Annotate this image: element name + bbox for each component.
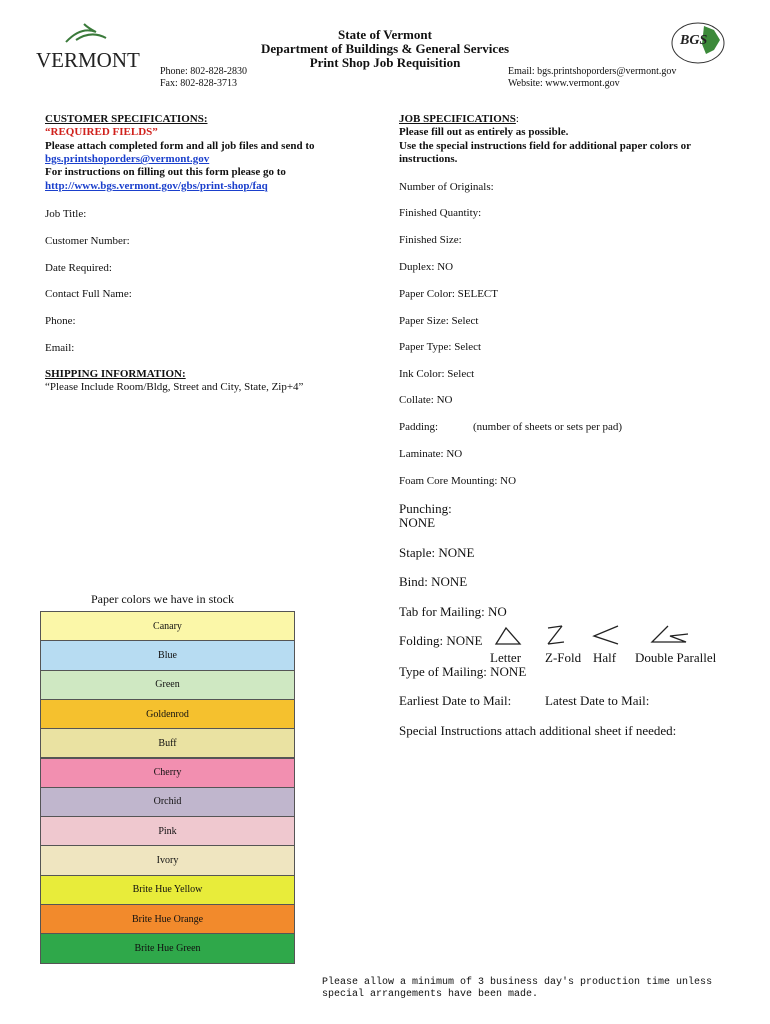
special-instructions-field[interactable]: Special Instructions attach additional sheet if needed: [399,723,677,738]
customer-number-field[interactable]: Customer Number: [45,235,130,247]
footer-line-2: special arrangements have been made. [322,989,539,1000]
earliest-mail-date-field[interactable]: Earliest Date to Mail: [399,693,512,708]
paper-color-swatch: Orchid [40,787,295,817]
job-instructions-3: instructions. [399,153,458,165]
paper-color-swatch: Brite Hue Green [40,933,295,963]
header-state: State of Vermont [338,27,432,42]
bgs-logo-text: BGS [680,33,708,48]
job-heading [399,113,519,125]
finished-size-field[interactable]: Finished Size: [399,234,462,246]
header-website: Website: www.vermont.gov [508,78,620,89]
job-heading-text: JOB SPECIFICATIONS [399,113,516,125]
header-department: Department of Buildings & General Services [260,41,510,56]
paper-color-swatch: Buff [40,728,295,758]
padding-field[interactable]: Padding: [399,421,439,433]
job-instructions-2: Use the special instructions field for additional paper colors or [399,140,692,152]
paper-color-swatch: Brite Hue Yellow [40,875,295,905]
half-fold-icon [594,626,618,644]
customer-instructions-2: For instructions on filling out this form please go to [45,166,286,178]
paper-color-swatch: Ivory [40,845,295,875]
paper-color-swatch: Canary [40,611,295,641]
paper-color-select[interactable]: Paper Color: SELECT [399,288,498,300]
job-heading-colon: : [515,113,519,125]
phone-field[interactable]: Phone: [45,315,76,327]
ink-color-select[interactable]: Ink Color: Select [399,368,475,380]
header-phone: Phone: 802-828-2830 [160,66,247,77]
letter-fold-icon [496,628,520,644]
mailing-type-select[interactable]: Type of Mailing: NONE [399,664,527,679]
finished-quantity-field[interactable]: Finished Quantity: [399,207,482,219]
tab-mailing-select[interactable]: Tab for Mailing: NO [399,604,507,619]
email-link[interactable]: bgs.printshoporders@vermont.gov [45,153,210,165]
fold-double-parallel-label[interactable]: Double Parallel [635,650,717,665]
header-email: Email: bgs.printshoporders@vermont.gov [508,66,677,77]
paper-color-swatch: Blue [40,640,295,670]
shipping-heading: SHIPPING INFORMATION: [45,368,186,380]
punching-select[interactable]: NONE [399,515,436,530]
paper-color-swatch: Brite Hue Orange [40,904,295,934]
padding-note: (number of sheets or sets per pad) [473,421,623,433]
paper-type-select[interactable]: Paper Type: Select [399,341,482,353]
latest-mail-date-field[interactable]: Latest Date to Mail: [545,693,650,708]
email-field[interactable]: Email: [45,342,75,354]
originals-field[interactable]: Number of Originals: [399,181,494,193]
duplex-select[interactable]: Duplex: NO [399,261,454,273]
shipping-note[interactable]: “Please Include Room/Bldg, Street and City, State, Zip+4” [45,381,304,393]
stock-title: Paper colors we have in stock [91,592,234,606]
job-instructions-1: Please fill out as entirely as possible. [399,126,569,138]
header-fax: Fax: 802-828-3713 [160,78,237,89]
job-title-field[interactable]: Job Title: [45,208,87,220]
bind-select[interactable]: Bind: NONE [399,574,468,589]
page-title: Print Shop Job Requisition [309,55,461,70]
paper-color-swatch: Green [40,670,295,700]
paper-color-swatch: Goldenrod [40,699,295,729]
required-fields-label: “REQUIRED FIELDS” [45,126,158,138]
z-fold-icon [548,626,564,644]
double-parallel-fold-icon [652,626,688,642]
contact-name-field[interactable]: Contact Full Name: [45,288,132,300]
customer-instructions-1: Please attach completed form and all job files and send to [45,140,315,152]
date-required-field[interactable]: Date Required: [45,262,112,274]
vermont-logo-text: VERMONT [36,48,140,72]
collate-select[interactable]: Collate: NO [399,394,453,406]
foam-core-select[interactable]: Foam Core Mounting: NO [399,475,517,487]
folding-select[interactable]: Folding: NONE [399,633,483,648]
paper-size-select[interactable]: Paper Size: Select [399,315,479,327]
punching-label: Punching: [399,501,452,516]
customer-heading: CUSTOMER SPECIFICATIONS: [45,113,208,125]
fold-diagrams [490,622,720,650]
footer-line-1: Please allow a minimum of 3 business day's production time unless [322,977,713,988]
laminate-select[interactable]: Laminate: NO [399,448,463,460]
paper-color-swatch: Cherry [40,758,295,788]
paper-color-swatch: Pink [40,816,295,846]
staple-select[interactable]: Staple: NONE [399,545,475,560]
fold-half-label[interactable]: Half [593,650,617,665]
fold-zfold-label[interactable]: Z-Fold [545,650,582,665]
faq-link[interactable]: http://www.bgs.vermont.gov/gbs/print-shop/faq [45,180,268,192]
fold-letter-label[interactable]: Letter [490,650,522,665]
